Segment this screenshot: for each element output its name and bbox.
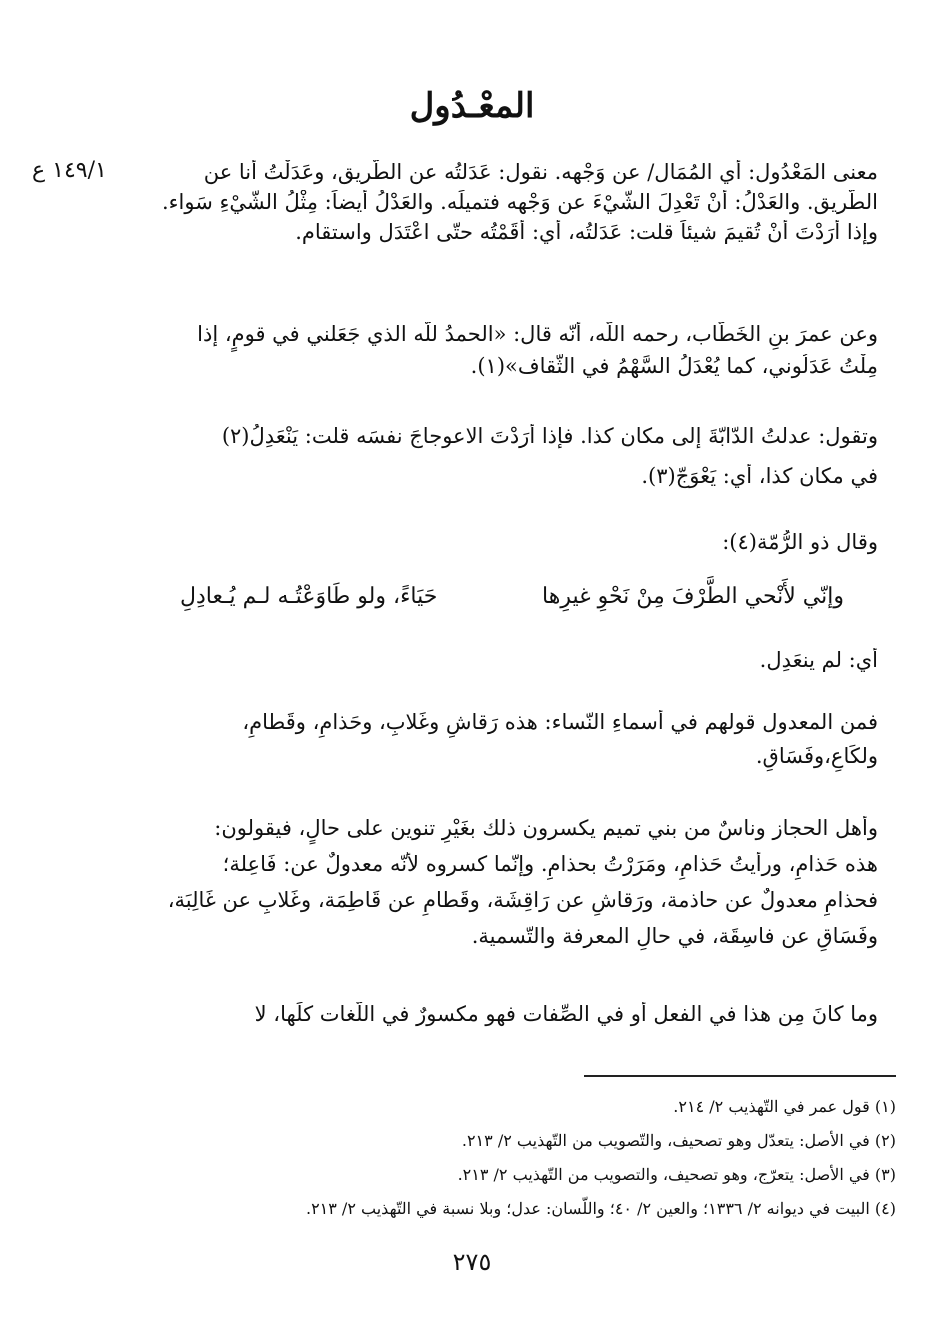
text-line: وما كانَ مِن هذا في الفعل أو في الصِّفات فهو مكسورٌ في اللّغات كلِّها، لا — [254, 1002, 878, 1026]
footnote-separator — [584, 1075, 896, 1077]
text-line: فمن المعدول قولهم في أسماءِ النّساء: هذه رَقاشِ وغَلابِ، وحَذامِ، وقَطامِ، — [242, 710, 878, 734]
text-line: وأهل الحجاز وناسٌ من بني تميم يكسرون ذلك بغَيْرِ تنوين على حالٍ، فيقولون: — [214, 816, 878, 840]
verse-second-hemistich: حَيَاءً، ولو طَاوَعْتُـه لـم يُـعادِلِ — [180, 584, 438, 609]
paragraph-text — [138, 816, 878, 960]
paragraph-explanation — [138, 648, 878, 680]
paragraph-hijaz-usage — [138, 816, 878, 960]
paragraph-meaning — [138, 160, 878, 250]
text-line: فحذامِ معدولٌ عن حاذمة، ورَقاشِ عن رَاقِشَة، وقَطامِ عن قَاطِمَة، وغَلابِ عن غَالِبَة، — [167, 888, 878, 912]
paragraph-adjectives — [138, 1002, 878, 1036]
paragraph-text — [138, 648, 878, 680]
footnote-4: (٤) البيت في ديوانه ٢/ ١٣٣٦؛ والعين ٢/ ٤٠؛ واللّسان: عدل؛ وبلا نسبة في التّهذيب ٢/ ٢١٣. — [305, 1199, 896, 1218]
text-line: وقال ذو الرُّمّة(٤): — [722, 530, 878, 554]
page-title: المعْـدُول — [409, 86, 535, 126]
verse-first-hemistich: وإنّي لأَنْحي الطَّرْفَ مِنْ نَحْوِ غيرِها — [542, 584, 844, 609]
text-line: وتقول: عدلتُ الدّابّةَ إلى مكان كذا. فإذا أَرَدْتَ الاعوجاجَ نفسَه قلت: يَنْعَدِلُ(٢) — [221, 424, 878, 448]
text-line: مِلْتُ عَدَلُوني، كما يُعْدَلُ السَّهْمُ في الثّقاف»(١). — [470, 354, 878, 378]
paragraph-animal — [138, 424, 878, 496]
paragraph-text — [138, 424, 878, 496]
paragraph-text — [138, 322, 878, 386]
paragraph-verse-intro — [138, 530, 878, 562]
text-line: في مكان كذا، أي: يَعْوَجّ(٣). — [641, 464, 878, 488]
text-line: وفَسَاقِ عن فاسِقَة، في حالِ المعرفة والتّسمية. — [471, 924, 878, 948]
paragraph-umar-quote — [138, 322, 878, 386]
text-line: وإذا أَرَدْتَ أنْ تُقيمَ شيئاً قلت: عَدَلتُه، أي: أَقَمْتُه حتّى اعْتَدَل واستقام. — [295, 220, 878, 244]
manuscript-reference: ١٤٩/١ ع — [32, 158, 107, 183]
footnotes — [120, 1090, 896, 1226]
footnote-1: (١) قول عمر في التّهذيب ٢/ ٢١٤. — [673, 1097, 896, 1116]
page-number: ٢٧٥ — [452, 1248, 492, 1276]
text-line: وعن عمرَ بنِ الخَطّاب، رحمه اللّه، أنّه قال: «الحمدُ للّه الذي جَعَلني في قومٍ، إذا — [197, 322, 878, 346]
text-line: أي: لم ينعَدِل. — [759, 648, 878, 672]
paragraph-text — [138, 710, 878, 778]
text-line: هذه حَذامِ، ورأيتُ حَذامِ، ومَرَرْتُ بحذامِ. وإنّما كسروه لأنّه معدولٌ عن: فَاعِلة؛ — [222, 852, 878, 876]
text-line: معنى المَعْدُول: أي المُمَال/ عن وَجْهه. نقول: عَدَلتُه عن الطّريق، وعَدَلْتُ أنا عن — [203, 160, 878, 184]
paragraph-text — [138, 1002, 878, 1036]
footnote-2: (٢) في الأصل: يتعدّل وهو تصحيف، والتّصويب من التّهذيب ٢/ ٢١٣. — [461, 1131, 896, 1150]
paragraph-text — [138, 530, 878, 562]
text-line: الطَّريق. والعَدْلُ: أنْ تَعْدِلَ الشّيْءَ عن وَجْهه فتميلَه. والعَدْلُ أيضاً: مِثْلُ الشّيْءِ سَواء. — [161, 190, 878, 214]
footnote-3: (٣) في الأصل: يتعرّج، وهو تصحيف، والتصويب من التّهذيب ٢/ ٢١٣. — [457, 1165, 896, 1184]
text-line: ولكَاعِ،وفَسَاقِ. — [755, 744, 878, 768]
poetry-verse — [180, 584, 844, 609]
paragraph-women-names — [138, 710, 878, 778]
paragraph-text — [138, 160, 878, 250]
